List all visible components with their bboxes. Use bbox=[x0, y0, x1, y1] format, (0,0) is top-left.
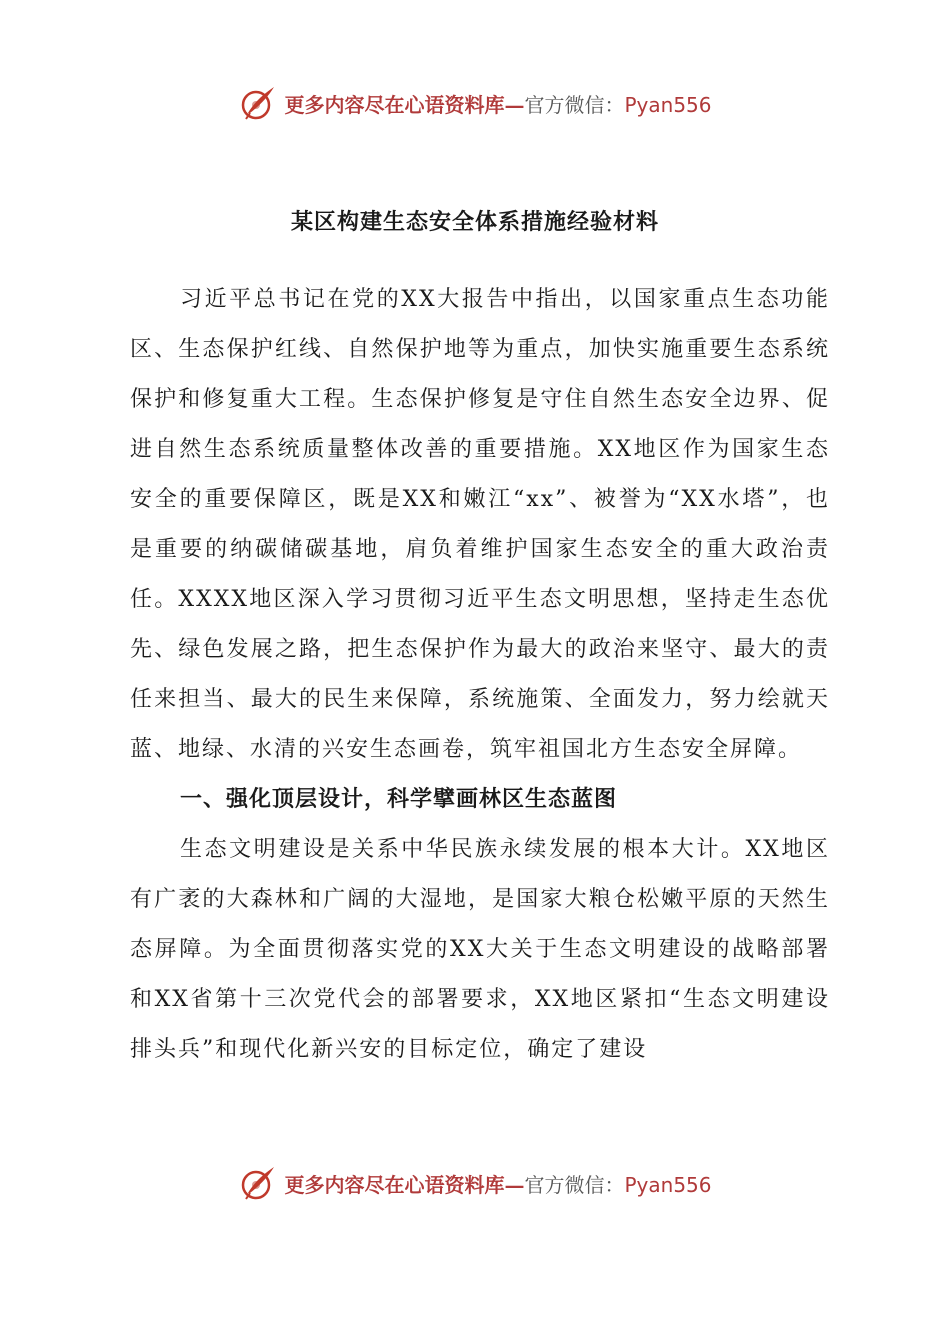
intro-paragraph: 习近平总书记在党的XX大报告中指出，以国家重点生态功能区、生态保护红线、自然保护地等为重点，加快实施重要生态系统保护和修复重大工程。生态保护修复是守住自然生态安全边界、促进自然生态系统质量整体改善的重要措施。XX地区作为国家生态安全的重要保障区，既是XX和嫩江“xx”、被誉为“XX水塔”，也是重要的纳碳储碳基地，肩负着维护国家生态安全的重大政治责任。XXXX地区深入学习贯彻习近平生态文明思想，坚持走生态优先、绿色发展之路，把生态保护作为最大的政治来坚守、最大的责任来担当、最大的民生来保障，系统施策、全面发力，努力绘就天蓝、地绿、水清的兴安生态画卷，筑牢祖国北方生态安全屏障。 bbox=[130, 287, 830, 762]
document-title: 某区构建生态安全体系措施经验材料 bbox=[290, 210, 659, 235]
footer-slogan: 更多内容尽在心语资料库 bbox=[284, 1172, 505, 1197]
header-official-label: 官方微信： bbox=[524, 92, 625, 117]
header-banner-text bbox=[284, 89, 711, 118]
footer-official-label: 官方微信： bbox=[524, 1172, 625, 1197]
quill-pen-logo-icon bbox=[238, 1163, 278, 1203]
header-banner bbox=[0, 78, 950, 128]
document-body bbox=[130, 275, 830, 1075]
footer-banner bbox=[0, 1158, 950, 1208]
quill-pen-logo-icon bbox=[238, 83, 278, 123]
header-slogan: 更多内容尽在心语资料库 bbox=[284, 92, 505, 117]
section-1-heading: 一、强化顶层设计，科学擘画林区生态蓝图 bbox=[180, 787, 618, 812]
section-1-paragraph: 生态文明建设是关系中华民族永续发展的根本大计。XX地区有广袤的大森林和广阔的大湿地，是国家大粮仓松嫩平原的天然生态屏障。为全面贯彻落实党的XX大关于生态文明建设的战略部署和XX省第十三次党代会的部署要求，XX地区紧扣“生态文明建设排头兵”和现代化新兴安的目标定位，确定了建设 bbox=[130, 837, 830, 1062]
header-dash: — bbox=[504, 92, 525, 117]
header-wechat-id: Pyan556 bbox=[624, 92, 712, 117]
footer-wechat-id: Pyan556 bbox=[624, 1172, 712, 1197]
footer-dash: — bbox=[504, 1172, 525, 1197]
footer-banner-text bbox=[284, 1169, 711, 1198]
